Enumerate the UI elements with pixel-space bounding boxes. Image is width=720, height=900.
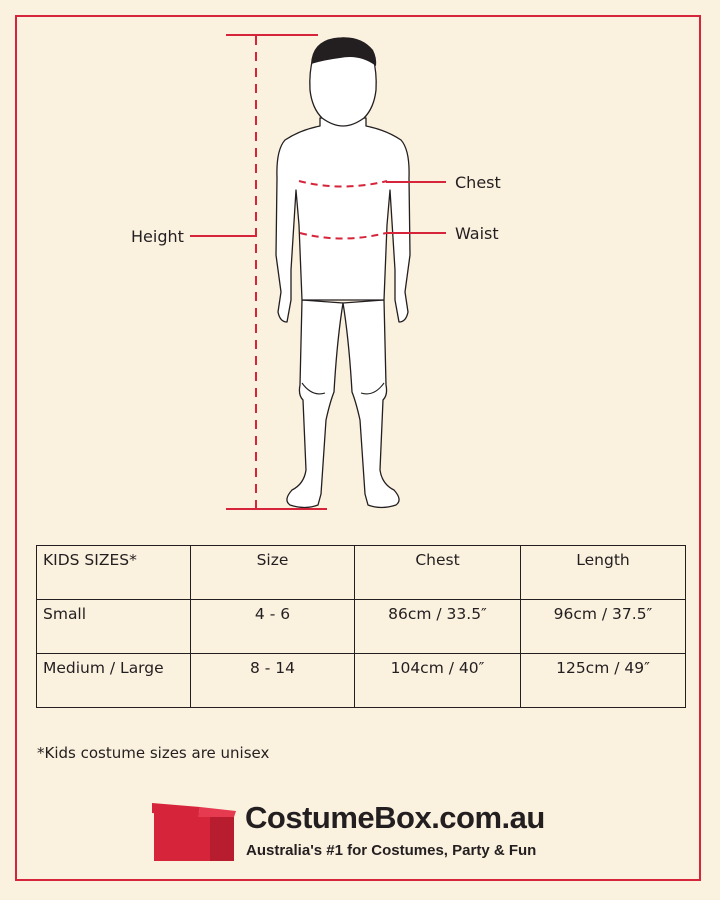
- table-header-row: [37, 546, 686, 600]
- header-length: Length: [521, 546, 686, 600]
- row-medium-large-name: Medium / Large: [37, 654, 191, 708]
- row-medium-large-length: 125cm / 49″: [521, 654, 686, 708]
- table-row: [37, 654, 686, 708]
- row-medium-large-chest: 104cm / 40″: [355, 654, 521, 708]
- table-row: [37, 600, 686, 654]
- box-logo-icon: [152, 803, 236, 863]
- body-outline: [276, 38, 410, 508]
- row-small-length: 96cm / 37.5″: [521, 600, 686, 654]
- chest-label: Chest: [455, 173, 501, 192]
- height-label: Height: [131, 227, 184, 246]
- header-kids-sizes: KIDS SIZES*: [37, 546, 191, 600]
- header-size: Size: [191, 546, 355, 600]
- brand-name: CostumeBox.com.au: [245, 800, 545, 835]
- row-small-name: Small: [37, 600, 191, 654]
- row-small-size: 4 - 6: [191, 600, 355, 654]
- row-medium-large-size: 8 - 14: [191, 654, 355, 708]
- size-chart-table: [36, 545, 686, 708]
- waist-label: Waist: [455, 224, 499, 243]
- header-chest: Chest: [355, 546, 521, 600]
- brand-tagline: Australia's #1 for Costumes, Party & Fun: [246, 842, 537, 859]
- row-small-chest: 86cm / 33.5″: [355, 600, 521, 654]
- footnote: *Kids costume sizes are unisex: [37, 744, 270, 762]
